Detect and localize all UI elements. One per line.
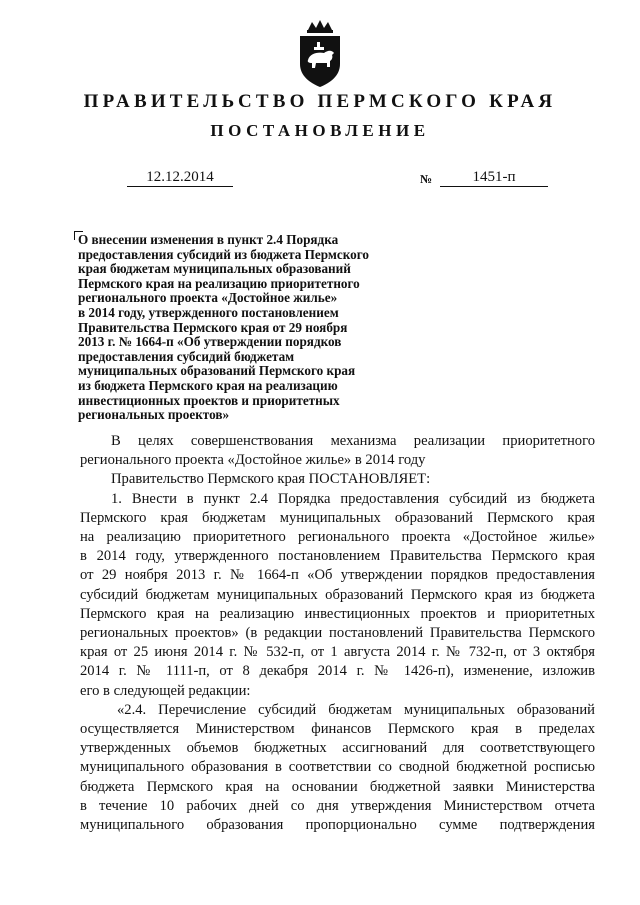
subject-line: предоставления субсидий бюджетам [78,348,295,364]
document-number: 1451-п [440,169,548,187]
document-subject [78,233,428,423]
subject-line: Правительства Пермского края от 29 ноября [78,319,348,335]
organization-name: ПРАВИТЕЛЬСТВО ПЕРМСКОГО КРАЯ [83,91,557,112]
body-line: региональных проектов» (в редакции постановлений Правительства Пермского [80,625,595,642]
subject-line: регионального проекта «Достойное жилье» [78,290,338,306]
perm-krai-coat-of-arms-icon [294,20,346,88]
body-line: В целях совершенствования механизма реализации приоритетного [111,433,595,449]
subject-line: предоставления субсидий из бюджета Пермского [78,246,370,262]
body-line: Пермского края на реализацию инвестиционных проектов и приоритетных [80,605,595,622]
subject-line: инвестиционных проектов и приоритетных [78,392,340,408]
body-line: Пермского края бюджетам муниципальных образований Пермского края [80,509,595,526]
body-line: края от 25 июня 2014 г. № 532-п, от 1 августа 2014 г. № 732-п, от 3 октября [80,644,595,661]
body-line: утвержденных объемов бюджетных ассигнований для соответствующего [80,740,595,757]
body-line: регионального проекта «Достойное жилье» в 2014 году [80,452,426,469]
body-line: субсидий бюджетам муниципальных образований Пермского края из бюджета [80,586,595,603]
body-line: в 2014 году, утвержденного постановлением Правительства Пермского края [80,548,595,565]
subject-line: 2013 г. № 1664-п «Об утверждении порядков [78,334,342,350]
body-line: муниципального образования в соответствии со сводной бюджетной росписью [80,759,595,776]
body-line: в течение 10 рабочих дней со дня утверждения Министерством отчета [80,797,595,814]
subject-line: О внесении изменения в пункт 2.4 Порядка [78,232,339,247]
body-line: 2014 г. № 1111-п, от 8 декабря 2014 г. № 1426-п), изменение, изложив [80,663,595,680]
body-line: бюджета Пермского края на основании бюджетной заявки Министерства [80,778,595,795]
document-body [80,432,595,835]
body-line: муниципального образования пропорционально сумме подтверждения [80,817,595,834]
subject-line: региональных проектов» [78,407,230,423]
body-line: осуществляется Министерством финансов Пермского края в пределах [80,721,595,738]
body-line: от 29 ноября 2013 г. № 1664-п «Об утверждении порядков предоставления [80,567,595,584]
body-line: Правительство Пермского края ПОСТАНОВЛЯЕТ: [111,471,431,488]
body-line: на реализацию приоритетного регионального проекта «Достойное жилье» [80,529,595,546]
body-line: 1. Внести в пункт 2.4 Порядка предоставления субсидий из бюджета [111,490,595,507]
number-sign: № [420,172,433,186]
subject-line: края бюджетам муниципальных образований [78,261,351,277]
subject-line: муниципальных образований Пермского края [78,363,356,379]
document-date: 12.12.2014 [127,169,233,187]
document-type: ПОСТАНОВЛЕНИЕ [210,121,430,140]
body-line: его в следующей редакции: [80,682,251,699]
body-line: «2.4. Перечисление субсидий бюджетам муниципальных образований [117,701,595,718]
subject-line: из бюджета Пермского края на реализацию [78,377,338,393]
subject-line: Пермского края на реализацию приоритетного [78,275,360,291]
subject-line: в 2014 году, утвержденного постановлением [78,304,339,320]
